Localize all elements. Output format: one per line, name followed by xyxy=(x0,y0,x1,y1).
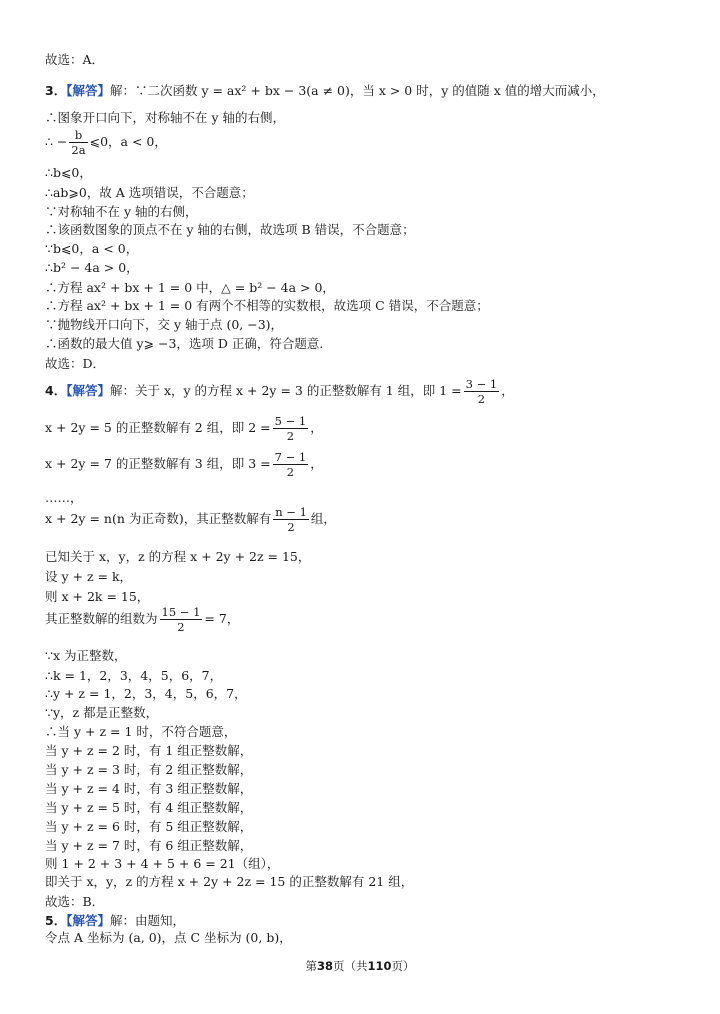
text-line xyxy=(45,743,252,759)
text-line xyxy=(45,762,252,778)
text-line xyxy=(45,781,252,797)
fraction xyxy=(464,377,500,406)
text-line xyxy=(45,448,323,480)
question-number: 4． xyxy=(45,383,67,398)
line-text: 当 y + z = 7 时，有 6 组正整数解， xyxy=(45,838,253,853)
fraction-denominator: 2 xyxy=(286,429,295,443)
footer-mid: 页（共 xyxy=(333,959,368,973)
line-text: 解：关于 x，y 的方程 x + 2y = 3 的正整数解有 1 组，即 1 = xyxy=(109,383,462,398)
line-text: 设 y + z = k， xyxy=(45,569,133,584)
page-footer xyxy=(0,958,720,974)
text-line xyxy=(45,317,283,333)
line-text: 则 1 + 2 + 3 + 4 + 5 + 6 = 21（组）， xyxy=(45,856,280,871)
line-text: ∴图象开口向下，对称轴不在 y 轴的右侧， xyxy=(45,110,286,125)
line-text: ∴当 y + z = 1 时，不符合题意， xyxy=(45,724,237,739)
text-line xyxy=(45,800,252,816)
fraction-numerator: 7 − 1 xyxy=(274,450,307,464)
text-line xyxy=(45,856,279,872)
fraction-denominator: 2a xyxy=(71,143,86,157)
line-text: ……， xyxy=(45,490,83,505)
text-line xyxy=(45,83,605,99)
line-text: 故选：A． xyxy=(45,52,105,67)
text-line xyxy=(45,356,105,372)
text-line xyxy=(45,241,138,257)
line-text: 解：由题知， xyxy=(109,913,185,928)
text-line xyxy=(45,603,239,635)
text-line xyxy=(45,819,252,835)
line-text: ∵对称轴不在 y 轴的右侧， xyxy=(45,204,198,219)
fraction-numerator: 5 − 1 xyxy=(274,414,307,428)
line-text: ∵抛物线开口向下，交 y 轴于点 (0, −3)， xyxy=(45,317,284,332)
fraction-numerator: 3 − 1 xyxy=(465,377,498,391)
fraction-denominator: 2 xyxy=(286,465,295,479)
fraction-denominator: 2 xyxy=(287,520,295,534)
line-text: ∴b² − 4a > 0， xyxy=(45,260,139,275)
question-number: 5． xyxy=(45,913,67,928)
text-line xyxy=(45,686,247,702)
fraction xyxy=(273,450,309,479)
fraction-numerator: n − 1 xyxy=(275,505,307,519)
line-text: ∴k = 1，2，3，4，5，6，7， xyxy=(45,668,223,683)
line-text: ∴方程 ax² + bx + 1 = 0 有两个不相等的实数根，故选项 C 错误，不合题意； xyxy=(45,298,489,313)
line-text-after: ， xyxy=(310,420,323,435)
line-text-after: 组， xyxy=(310,511,336,526)
line-text: 故选：B． xyxy=(45,894,105,909)
line-text: ∴ − xyxy=(45,134,68,149)
line-text: ∴ab⩾0，故 A 选项错误，不合题意； xyxy=(45,185,254,200)
text-line xyxy=(45,126,167,158)
question-number: 3． xyxy=(45,83,67,98)
line-text: ∴y + z = 1，2，3，4，5，6，7， xyxy=(45,686,247,701)
line-text: x + 2y = 5 的正整数解有 2 组，即 2 = xyxy=(45,420,271,435)
text-line xyxy=(45,549,310,565)
line-text: ∴函数的最大值 y⩾ −3，选项 D 正确，符合题意. xyxy=(45,336,324,351)
text-line xyxy=(45,222,415,238)
fraction xyxy=(273,414,309,443)
fraction-denominator: 2 xyxy=(177,620,185,634)
text-line xyxy=(45,705,158,721)
footer-page-number: 38 xyxy=(316,959,333,973)
line-text: ∴该函数图象的顶点不在 y 轴的右侧，故选项 B 错误，不合题意； xyxy=(45,222,415,237)
line-text: 当 y + z = 5 时，有 4 组正整数解， xyxy=(45,800,253,815)
text-line xyxy=(45,260,139,276)
text-line xyxy=(45,298,489,314)
line-text: 当 y + z = 2 时，有 1 组正整数解， xyxy=(45,743,253,758)
line-text: 故选：D． xyxy=(45,356,106,371)
answer-tag: 【解答】 xyxy=(66,383,110,398)
line-text: ∵y，z 都是正整数， xyxy=(45,705,159,720)
text-line xyxy=(45,280,335,296)
line-text: x + 2y = 7 的正整数解有 3 组，即 3 = xyxy=(45,456,271,471)
fraction xyxy=(273,505,309,534)
text-line xyxy=(45,930,292,946)
text-line xyxy=(45,503,336,535)
footer-total-pages: 110 xyxy=(367,959,392,973)
line-text: 当 y + z = 4 时，有 3 组正整数解， xyxy=(45,781,253,796)
text-line xyxy=(45,185,254,201)
footer-suffix: 页） xyxy=(391,959,415,973)
line-text: ∵b⩽0，a < 0， xyxy=(45,241,139,256)
text-line xyxy=(45,668,222,684)
text-line xyxy=(45,336,323,352)
text-line xyxy=(45,648,126,664)
line-text: x + 2y = n(n 为正奇数)，其正整数解有 xyxy=(45,511,272,526)
line-text-after: = 7， xyxy=(204,611,240,626)
fraction xyxy=(160,605,203,634)
line-text: 当 y + z = 3 时，有 2 组正整数解， xyxy=(45,762,253,777)
answer-tag: 【解答】 xyxy=(66,83,110,98)
footer-prefix: 第 xyxy=(305,959,317,973)
line-text: 则 x + 2k = 15， xyxy=(45,589,150,604)
text-line xyxy=(45,204,198,220)
line-text-after: ， xyxy=(310,456,323,471)
fraction-numerator: b xyxy=(69,128,87,143)
fraction-numerator: 15 − 1 xyxy=(161,605,201,619)
line-text: 当 y + z = 6 时，有 5 组正整数解， xyxy=(45,819,253,834)
line-text: ∵x 为正整数， xyxy=(45,648,127,663)
text-line xyxy=(45,52,104,68)
text-line xyxy=(45,412,323,444)
line-text: 其正整数解的组数为 xyxy=(45,611,158,626)
answer-tag: 【解答】 xyxy=(66,913,110,928)
fraction-denominator: 2 xyxy=(477,392,486,406)
line-text-after: ， xyxy=(501,383,514,398)
line-text: 令点 A 坐标为 (a, 0)，点 C 坐标为 (0, b)， xyxy=(45,930,292,945)
text-line xyxy=(45,894,104,910)
text-line xyxy=(45,569,132,585)
text-line xyxy=(45,838,252,854)
line-text-after: ⩽0，a < 0， xyxy=(89,134,167,149)
line-text: 解：∵二次函数 y = ax² + bx − 3(a ≠ 0)，当 x > 0 时，y 的值随 x 值的增大而减小， xyxy=(109,83,605,98)
line-text: ∴b⩽0， xyxy=(45,165,92,180)
fraction xyxy=(69,128,87,157)
text-line xyxy=(45,913,185,929)
text-line xyxy=(45,375,514,407)
text-line xyxy=(45,874,413,890)
line-text: 即关于 x，y，z 的方程 x + 2y + 2z = 15 的正整数解有 21 组， xyxy=(45,874,414,889)
line-text: 已知关于 x，y，z 的方程 x + 2y + 2z = 15， xyxy=(45,549,311,564)
line-text: ∴方程 ax² + bx + 1 = 0 中，△ = b² − 4a > 0， xyxy=(45,280,335,295)
text-line xyxy=(45,724,236,740)
text-line xyxy=(45,165,92,181)
text-line xyxy=(45,110,285,126)
